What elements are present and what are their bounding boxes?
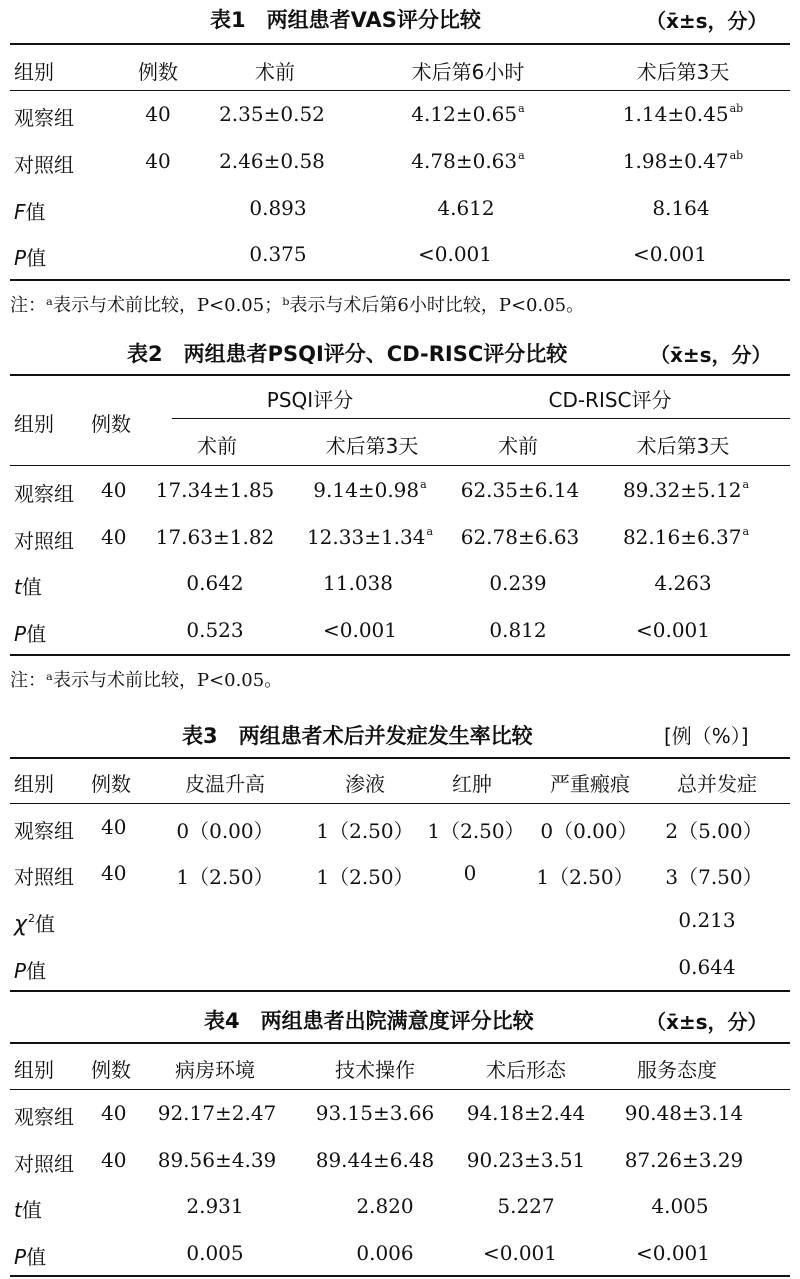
cell: 62.78±6.63 (460, 525, 580, 549)
cell: 0.523 (186, 618, 244, 642)
table-1-top-rule (10, 43, 790, 45)
cell: 40 (101, 1101, 127, 1125)
cell: 0.812 (489, 618, 547, 642)
table-2-header-group: 组别 (14, 412, 54, 436)
table-1-title: 表1 两组患者VAS评分比较 (210, 8, 481, 32)
cell: 82.16±6.37$^a$ (622, 525, 750, 549)
cell: 8.164 (652, 196, 710, 220)
cell: 17.34±1.85 (155, 478, 275, 502)
table-2-note: 注：ᵃ表示与术前比较，P<0.05。 (10, 670, 283, 691)
table-1-header-group: 组别 (14, 60, 54, 84)
table-3-bottom-rule (10, 990, 790, 992)
table-2-subheader-rule (172, 418, 790, 419)
row-label: 对照组 (14, 153, 74, 177)
table-1-header-3d: 术后第3天 (636, 60, 730, 84)
cell: 4.78±0.63$^a$ (411, 149, 525, 173)
cell: 4.005 (651, 1194, 709, 1218)
table-1-note: 注：ᵃ表示与术前比较，P<0.05；ᵇ表示与术后第6小时比较，P<0.05。 (10, 295, 585, 316)
row-label: 观察组 (14, 482, 74, 506)
table-3-title: 表3 两组患者术后并发症发生率比较 (182, 724, 533, 748)
table-4-header-technique: 技术操作 (335, 1058, 415, 1082)
cell: 92.17±2.47 (157, 1101, 277, 1125)
cell: 2.931 (186, 1194, 244, 1218)
table-2-header-n: 例数 (91, 412, 131, 436)
cell: 4.263 (654, 571, 712, 595)
cell: 4.612 (437, 196, 495, 220)
cell: 40 (101, 478, 127, 502)
cell: 40 (145, 102, 171, 126)
cell: 87.26±3.29 (624, 1148, 744, 1172)
cell: 11.038 (323, 571, 393, 595)
table-4-header-ward: 病房环境 (175, 1058, 255, 1082)
table-3-header-rule (10, 803, 790, 804)
row-label: 观察组 (14, 1105, 74, 1129)
cell: <0.001 (482, 1241, 558, 1265)
table-4-header-rule (10, 1089, 790, 1090)
cell: 40 (101, 815, 127, 839)
cell: 0（0.00） (540, 819, 638, 843)
cell: 89.56±4.39 (157, 1148, 277, 1172)
table-4-header-form: 术后形态 (486, 1058, 566, 1082)
row-label: P值 (14, 959, 47, 983)
table-1-bottom-rule (10, 279, 790, 281)
cell: 1（2.50） (176, 865, 274, 889)
cell: 1（2.50） (536, 865, 634, 889)
row-label: 观察组 (14, 106, 74, 130)
cell: <0.001 (635, 618, 711, 642)
row-label: 观察组 (14, 819, 74, 843)
row-label: 对照组 (14, 1152, 74, 1176)
cell: 89.44±6.48 (315, 1148, 435, 1172)
row-label: 对照组 (14, 865, 74, 889)
row-label: F值 (14, 200, 46, 224)
cell: 2（5.00） (665, 819, 763, 843)
cell: 40 (101, 525, 127, 549)
row-label: P值 (14, 1245, 47, 1269)
cell: 0.644 (678, 955, 736, 979)
cell: 90.23±3.51 (466, 1148, 586, 1172)
cell: 0.005 (186, 1241, 244, 1265)
cell: 2.35±0.52 (219, 102, 325, 126)
row-label: P值 (14, 246, 47, 270)
table-1-header-n: 例数 (138, 60, 178, 84)
row-label: $\chi^2$值 (14, 912, 56, 937)
table-2-header-cdrisc: CD-RISC评分 (548, 388, 672, 412)
cell: <0.001 (632, 242, 708, 266)
table-4-bottom-rule (10, 1275, 790, 1277)
cell: 1.98±0.47$^{ab}$ (622, 149, 744, 173)
table-2-sub-pre: 术前 (498, 434, 538, 458)
cell: 40 (145, 149, 171, 173)
table-1-header-6h: 术后第6小时 (411, 60, 525, 84)
cell: 1（2.50） (316, 865, 414, 889)
table-3-header-scar: 严重瘢痕 (550, 772, 630, 796)
cell: 2.46±0.58 (219, 149, 325, 173)
cell: 0.239 (489, 571, 547, 595)
cell: 0（0.00） (176, 819, 274, 843)
cell: 2.820 (356, 1194, 414, 1218)
cell: 0.642 (186, 571, 244, 595)
cell: <0.001 (417, 242, 493, 266)
cell: <0.001 (635, 1241, 711, 1265)
cell: 93.15±3.66 (315, 1101, 435, 1125)
cell: 4.12±0.65$^a$ (411, 102, 525, 126)
row-label: P值 (14, 622, 47, 646)
table-4-title: 表4 两组患者出院满意度评分比较 (204, 1009, 534, 1033)
row-label: t值 (14, 1198, 42, 1222)
cell: 1（2.50） (427, 819, 525, 843)
table-2-sub-3d: 术后第3天 (325, 434, 419, 458)
table-3-header-skin-temp: 皮温升高 (185, 772, 265, 796)
table-4-unit: （x̄±s，分） (646, 1010, 768, 1034)
table-3-header-group: 组别 (14, 772, 54, 796)
cell: 62.35±6.14 (460, 478, 580, 502)
cell: 12.33±1.34$^a$ (306, 525, 434, 549)
cell: 40 (101, 861, 127, 885)
cell: 0.213 (678, 908, 736, 932)
row-label: t值 (14, 575, 42, 599)
table-4-header-service: 服务态度 (637, 1058, 717, 1082)
cell: 90.48±3.14 (624, 1101, 744, 1125)
table-2-title: 表2 两组患者PSQI评分、CD-RISC评分比较 (127, 342, 568, 366)
cell: 1.14±0.45$^{ab}$ (622, 102, 744, 126)
cell: 9.14±0.98$^a$ (313, 478, 427, 502)
cell: 0.375 (249, 242, 307, 266)
table-2-sub-pre: 术前 (197, 434, 237, 458)
cell: 5.227 (497, 1194, 555, 1218)
cell: <0.001 (322, 618, 398, 642)
table-2-top-rule (10, 374, 790, 376)
table-3-top-rule (10, 757, 790, 759)
table-4-header-group: 组别 (14, 1058, 54, 1082)
table-3-header-n: 例数 (91, 772, 131, 796)
cell: 40 (101, 1148, 127, 1172)
cell: 3（7.50） (665, 865, 763, 889)
table-4-header-n: 例数 (91, 1058, 131, 1082)
table-3-unit: [例（%）] (664, 724, 749, 748)
table-2-bottom-rule (10, 654, 790, 656)
cell: 94.18±2.44 (466, 1101, 586, 1125)
table-3-header-swelling: 红肿 (452, 772, 492, 796)
cell: 0 (463, 861, 477, 885)
table-1-header-pre: 术前 (255, 60, 295, 84)
table-4-top-rule (10, 1042, 790, 1044)
cell: 0.006 (356, 1241, 414, 1265)
table-2-header-psqi: PSQI评分 (266, 388, 354, 412)
table-1-header-rule (10, 90, 790, 91)
row-label: 对照组 (14, 529, 74, 553)
table-2-sub-3d: 术后第3天 (636, 434, 730, 458)
table-3-header-exudate: 渗液 (345, 772, 385, 796)
cell: 17.63±1.82 (155, 525, 275, 549)
table-2-unit: （x̄±s，分） (650, 343, 772, 367)
cell: 89.32±5.12$^a$ (622, 478, 750, 502)
table-1-unit: （x̄±s，分） (646, 9, 768, 33)
cell: 0.893 (249, 196, 307, 220)
table-2-header-rule (10, 465, 790, 466)
cell: 1（2.50） (316, 819, 414, 843)
table-3-header-total: 总并发症 (677, 772, 757, 796)
